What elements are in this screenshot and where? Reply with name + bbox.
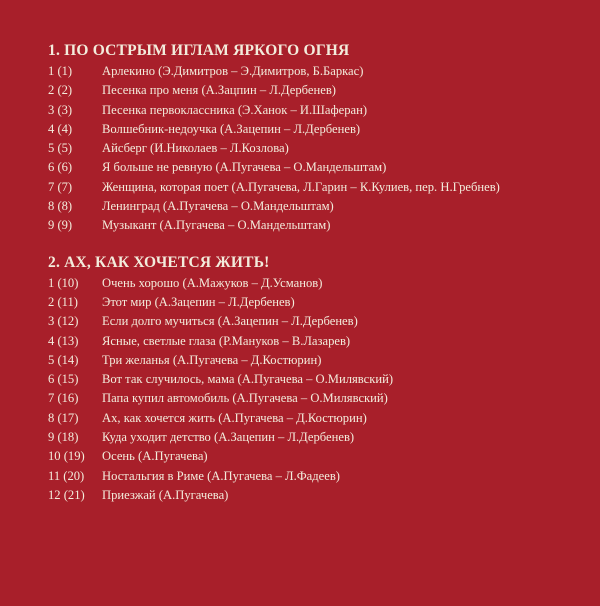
track-number: 4 (4) bbox=[48, 121, 73, 136]
track-title: Очень хорошо (А.Мажуков – Д.Усманов) bbox=[102, 275, 323, 290]
section-heading-1: 1. ПО ОСТРЫМ ИГЛАМ ЯРКОГО ОГНЯ bbox=[48, 42, 350, 59]
track-item bbox=[48, 486, 588, 505]
track-number: 9 (9) bbox=[48, 218, 73, 233]
track-number: 7 (16) bbox=[48, 391, 79, 406]
track-title: Ленинград (А.Пугачева – О.Мандельштам) bbox=[102, 199, 334, 214]
track-number: 11 (20) bbox=[48, 468, 85, 483]
track-number: 5 (14) bbox=[48, 352, 79, 367]
section-heading-2: 2. АХ, КАК ХОЧЕТСЯ ЖИТЬ! bbox=[48, 253, 270, 271]
track-title: Женщина, которая поет (А.Пугачева, Л.Гарин – К.Кулиев, пер. Н.Гребнев) bbox=[102, 179, 500, 194]
track-title: Приезжай (А.Пугачева) bbox=[102, 487, 229, 502]
track-item bbox=[48, 197, 588, 216]
track-title: Три желанья (А.Пугачева – Д.Костюрин) bbox=[102, 352, 322, 367]
track-item bbox=[48, 389, 588, 408]
track-number: 2 (2) bbox=[48, 83, 73, 98]
track-number: 2 (11) bbox=[48, 294, 78, 309]
track-title: Ясные, светлые глаза (Р.Мануков – В.Лазарев) bbox=[102, 333, 351, 348]
track-number: 3 (3) bbox=[48, 102, 73, 117]
track-item bbox=[48, 62, 588, 81]
track-title: Ностальгия в Риме (А.Пугачева – Л.Фадеев) bbox=[102, 468, 340, 483]
track-number: 1 (10) bbox=[48, 275, 79, 290]
track-title: Этот мир (А.Зацепин – Л.Дербенев) bbox=[102, 294, 295, 309]
track-number: 3 (12) bbox=[48, 314, 79, 329]
track-title: Волшебник-недоучка (А.Зацепин – Л.Дербенев) bbox=[102, 121, 361, 136]
track-number: 6 (6) bbox=[48, 160, 73, 175]
track-title: Песенка первоклассника (Э.Ханок – И.Шаферан) bbox=[102, 102, 368, 117]
track-item bbox=[48, 139, 588, 158]
track-item bbox=[48, 447, 588, 466]
track-list-2 bbox=[48, 274, 588, 506]
track-number: 9 (18) bbox=[48, 430, 79, 445]
track-number: 8 (8) bbox=[48, 199, 73, 214]
track-item bbox=[48, 467, 588, 486]
track-item bbox=[48, 428, 588, 447]
track-number: 1 (1) bbox=[48, 64, 73, 78]
track-item bbox=[48, 120, 588, 139]
track-item bbox=[48, 101, 588, 120]
track-item bbox=[48, 409, 588, 428]
track-item bbox=[48, 351, 588, 370]
track-number: 10 (19) bbox=[48, 449, 85, 464]
track-title: Ах, как хочется жить (А.Пугачева – Д.Костюрин) bbox=[102, 410, 367, 425]
track-number: 5 (5) bbox=[48, 141, 73, 156]
track-title: Я больше не ревную (А.Пугачева – О.Мандельштам) bbox=[102, 160, 387, 175]
track-item bbox=[48, 216, 588, 235]
track-title: Айсберг (И.Николаев – Л.Козлова) bbox=[102, 141, 289, 156]
track-item bbox=[48, 274, 588, 293]
track-number: 12 (21) bbox=[48, 487, 85, 502]
track-number: 8 (17) bbox=[48, 410, 79, 425]
track-title: Куда уходит детство (А.Зацепин – Л.Дербенев) bbox=[102, 430, 355, 445]
track-title: Папа купил автомобиль (А.Пугачева – О.Милявский) bbox=[102, 391, 388, 406]
track-item bbox=[48, 332, 588, 351]
track-number: 4 (13) bbox=[48, 333, 79, 348]
track-item bbox=[48, 312, 588, 331]
track-title: Осень (А.Пугачева) bbox=[102, 449, 208, 464]
track-title: Арлекино (Э.Димитров – Э.Димитров, Б.Баркас) bbox=[102, 64, 364, 78]
track-title: Музыкант (А.Пугачева – О.Мандельштам) bbox=[102, 218, 331, 233]
track-item bbox=[48, 81, 588, 100]
track-number: 6 (15) bbox=[48, 372, 79, 387]
track-title: Вот так случилось, мама (А.Пугачева – О.Милявский) bbox=[102, 372, 394, 387]
track-item bbox=[48, 370, 588, 389]
track-item bbox=[48, 158, 588, 177]
track-list-1 bbox=[48, 62, 588, 236]
track-item bbox=[48, 178, 588, 197]
track-item bbox=[48, 293, 588, 312]
track-title: Если долго мучиться (А.Зацепин – Л.Дербенев) bbox=[102, 314, 358, 329]
track-title: Песенка про меня (А.Зацпин – Л.Дербенев) bbox=[102, 83, 336, 98]
track-number: 7 (7) bbox=[48, 179, 73, 194]
tracklist-page bbox=[48, 40, 588, 505]
